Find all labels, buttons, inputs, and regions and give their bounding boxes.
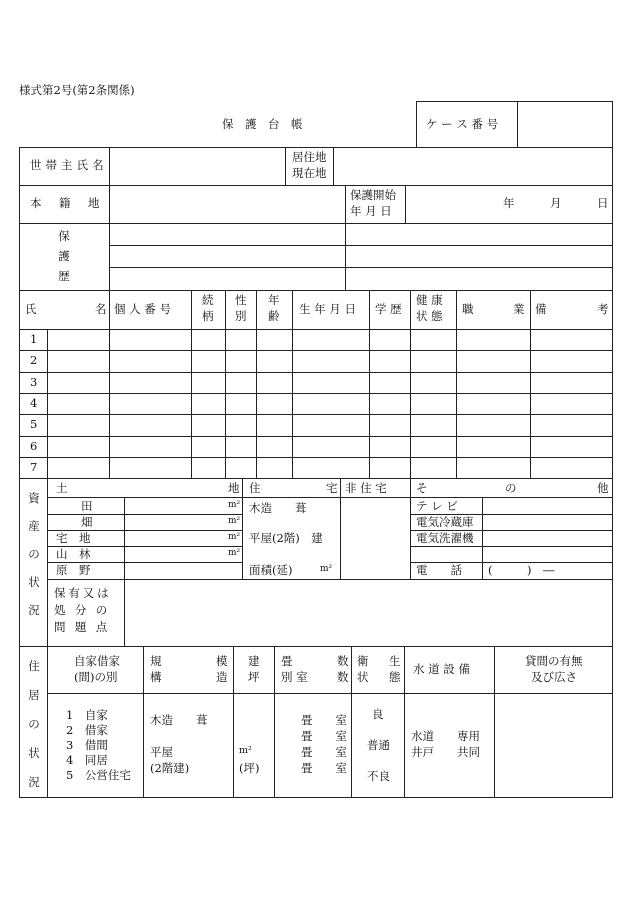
col-birth: 生 年 月 日 (299, 302, 356, 316)
land-item: 宅 地 (56, 531, 91, 545)
fridge-label: 電気冷蔵庫 (416, 515, 474, 529)
rule (19, 147, 20, 798)
month-label: 月 (550, 196, 562, 210)
rule (340, 478, 341, 579)
rule (256, 290, 257, 478)
issue-label-3: 問 題 点 (54, 620, 111, 634)
hygiene-header-2: 生 (389, 654, 401, 668)
hygiene-option: 良 (372, 707, 384, 721)
col-health-1: 健 康 (416, 293, 443, 307)
land-item: 山 林 (56, 547, 91, 561)
condition-header-1: 状 (357, 670, 369, 684)
rule (143, 646, 144, 797)
domicile-label: 本 籍 地 (30, 196, 107, 210)
floor-area-unit: m² (239, 745, 252, 756)
sqm-unit: m² (228, 548, 241, 558)
structure-header-2: 造 (216, 670, 228, 684)
head-name-label: 世帯主氏名 (30, 158, 108, 172)
house-floors: 平屋(2階) 建 (249, 531, 323, 545)
col-health-2: 状 態 (416, 309, 443, 323)
washer-label: 電気洗濯機 (416, 531, 474, 545)
col-age-1: 年 (268, 293, 280, 307)
rule (19, 797, 613, 798)
land-item: 田 (81, 499, 93, 513)
tatami-row: 畳 室 (301, 713, 347, 727)
row-number: 4 (30, 396, 38, 410)
own-rent-header-2: (間)の別 (74, 670, 118, 684)
condition-header-2: 態 (389, 670, 401, 684)
col-sex-1: 性 (235, 293, 247, 307)
sqm-unit: m² (228, 500, 241, 510)
rule (233, 646, 234, 797)
rule (274, 646, 275, 797)
rule (351, 646, 352, 797)
row-number: 1 (30, 332, 38, 346)
case-number-label: ケ ー ス 番 号 (426, 117, 499, 131)
col-job-1: 職 (462, 302, 474, 316)
rule (405, 185, 406, 223)
rooms-header-1: 別 室 (281, 670, 308, 684)
rule (410, 478, 411, 579)
col-age-2: 齢 (268, 309, 280, 323)
rule (482, 497, 483, 579)
own-option: 5 公営住宅 (66, 768, 131, 782)
row-number: 2 (30, 353, 38, 367)
hygiene-option: 不良 (367, 769, 390, 783)
row-number: 5 (30, 417, 38, 431)
tatami-row: 畳 室 (301, 761, 347, 775)
col-note-2: 考 (597, 302, 609, 316)
land-item: 原 野 (56, 563, 91, 577)
land-label-1: 土 (56, 481, 68, 495)
col-note-1: 備 (535, 302, 547, 316)
phone-label: 電 話 (416, 563, 462, 577)
rule (47, 514, 242, 515)
hygiene-option: 普通 (367, 738, 390, 752)
assets-side-label: 資産の状況 (28, 491, 40, 617)
sqm-unit: m² (228, 532, 241, 542)
rule (369, 290, 370, 478)
col-name-2: 名 (95, 302, 107, 316)
rule (47, 579, 613, 580)
residence-label-2: 現在地 (292, 166, 327, 180)
rule (404, 646, 405, 797)
rule (494, 646, 495, 797)
col-relation-2: 柄 (202, 309, 214, 323)
land-label-2: 地 (228, 481, 240, 495)
own-option: 3 借間 (66, 738, 108, 752)
rule (456, 290, 457, 478)
rule (109, 267, 613, 268)
col-school: 学 歴 (375, 302, 402, 316)
rule (19, 646, 613, 647)
history-label: 保護歴 (58, 229, 70, 283)
tatami-header-2: 数 (337, 654, 349, 668)
other-label-1: そ (416, 481, 428, 495)
rule (410, 290, 411, 478)
col-relation-1: 続 (202, 293, 214, 307)
floor-area-tsubo: (坪) (239, 761, 260, 775)
own-rent-header: 自家借家 (74, 654, 120, 668)
residence-label: 居住地 (292, 150, 327, 164)
house-structure: 木造 葺 (249, 501, 307, 515)
row-number: 3 (30, 375, 38, 389)
issue-label-1: 保有又は (54, 586, 112, 600)
non-housing-label: 非 住 宅 (345, 481, 387, 495)
rule (416, 101, 417, 148)
hygiene-header-1: 衛 (357, 654, 369, 668)
scale-header-2: 模 (216, 654, 228, 668)
house-area-label: 面積(延) (249, 563, 293, 577)
housing-label-1: 住 (249, 481, 261, 495)
row-number: 6 (30, 439, 38, 453)
structure-floors: 平屋 (150, 745, 173, 759)
land-item: 畑 (81, 515, 93, 529)
rule (285, 147, 286, 185)
rule (345, 185, 346, 290)
housing-side-label: 住居の状況 (28, 659, 40, 789)
tv-label: テ レ ビ (416, 499, 458, 513)
rule (47, 478, 48, 797)
rule (109, 147, 110, 290)
day-label: 日 (597, 196, 609, 210)
phone-field: ( ) ― (488, 563, 555, 577)
rule (109, 245, 613, 246)
rule (292, 290, 293, 478)
rule (19, 478, 613, 479)
col-personal-no: 個 人 番 号 (114, 302, 171, 316)
house-area-unit: m² (320, 564, 333, 574)
start-date-label-2: 年 月 日 (350, 204, 392, 218)
other-label-2: の (505, 481, 517, 495)
housing-label-2: 宅 (326, 481, 338, 495)
rule (530, 290, 531, 478)
row-number: 7 (30, 460, 38, 474)
rule (410, 546, 613, 547)
rule (47, 329, 48, 478)
rule (191, 290, 192, 478)
own-option: 1 自家 (66, 708, 108, 722)
own-option: 4 同居 (66, 753, 108, 767)
water-header: 水 道 設 備 (413, 662, 470, 676)
rule (242, 478, 243, 579)
rooms-header-2: 数 (337, 670, 349, 684)
rule (124, 497, 125, 579)
form-number: 様式第2号(第2条関係) (19, 83, 135, 97)
col-job-2: 業 (513, 302, 525, 316)
rule (225, 290, 226, 478)
rule (416, 101, 613, 102)
rule (47, 693, 613, 694)
water-option: 水道 専用 (411, 729, 480, 743)
floor-area-header-1: 建 (248, 654, 260, 668)
rental-header-1: 貸間の有無 (525, 654, 583, 668)
year-label: 年 (503, 196, 515, 210)
rule (517, 101, 518, 148)
tatami-row: 畳 室 (301, 729, 347, 743)
own-option: 2 借家 (66, 723, 108, 737)
tatami-header-1: 畳 (281, 654, 293, 668)
tatami-row: 畳 室 (301, 745, 347, 759)
start-date-label: 保護開始 (350, 188, 396, 202)
rule (47, 497, 613, 498)
col-sex-2: 別 (235, 309, 247, 323)
rule (333, 147, 334, 185)
form-title: 保 護 台 帳 (222, 117, 303, 131)
water-option: 井戸 共同 (411, 745, 480, 759)
issue-label-2: 処 分 の (54, 603, 111, 617)
case-number-spacer (420, 118, 514, 119)
rule (124, 579, 125, 646)
structure-header-1: 構 (150, 670, 162, 684)
other-label-3: 他 (597, 481, 609, 495)
sqm-unit: m² (228, 516, 241, 526)
col-name-1: 氏 (25, 302, 37, 316)
scale-header-1: 規 (150, 654, 162, 668)
structure-value: 木造 葺 (150, 713, 208, 727)
structure-floors-2: (2階建) (150, 761, 190, 775)
floor-area-header-2: 坪 (248, 670, 260, 684)
rental-header-2: 及び広さ (531, 670, 577, 684)
rule (109, 290, 110, 478)
